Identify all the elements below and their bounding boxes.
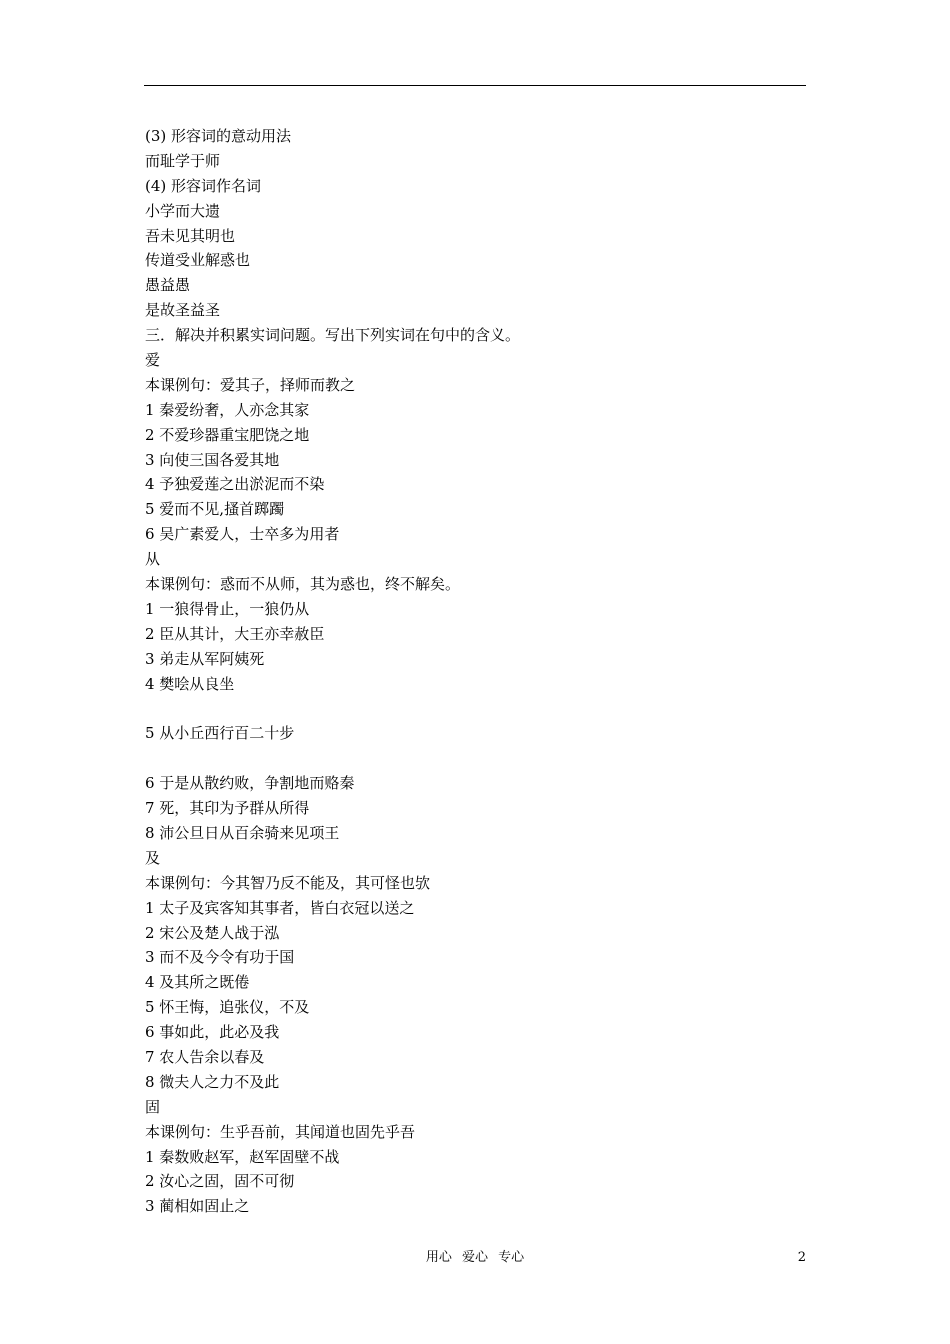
text-line: 4 予独爱莲之出淤泥而不染 <box>145 475 325 494</box>
text-line: 本课例句：生乎吾前，其闻道也固先乎吾 <box>145 1122 416 1141</box>
text-line: 2 汝心之固，固不可彻 <box>145 1172 295 1191</box>
text-line: 爱 <box>145 351 161 370</box>
text-line: 三．解决并积累实词问题。写出下列实词在句中的含义。 <box>145 326 521 345</box>
text-line: 3 蔺相如固止之 <box>145 1197 250 1216</box>
text-line: 本课例句：惑而不从师，其为惑也，终不解矣。 <box>145 575 461 594</box>
text-line: (4) 形容词作名词 <box>145 176 262 195</box>
text-line: 传道受业解惑也 <box>145 251 251 270</box>
text-line: 5 从小丘西行百二十步 <box>145 724 295 743</box>
text-line: 3 而不及今令有功于国 <box>145 948 295 967</box>
text-line: 小学而大遗 <box>145 201 221 220</box>
text-line: (3) 形容词的意动用法 <box>145 127 292 145</box>
text-line: 6 于是从散约败，争割地而赂秦 <box>145 774 355 793</box>
header-rule <box>144 85 806 86</box>
text-line: 从 <box>145 550 161 569</box>
text-line: 吾未见其明也 <box>145 226 236 245</box>
text-line: 是故圣益圣 <box>145 301 221 320</box>
text-line: 7 死，其印为予群从所得 <box>145 799 310 818</box>
page-number: 2 <box>797 1250 806 1265</box>
text-line: 固 <box>145 1097 161 1116</box>
text-line: 2 宋公及楚人战于泓 <box>145 923 280 942</box>
blank-line <box>145 696 805 721</box>
text-line: 1 秦数败赵军，赵军固壁不战 <box>145 1147 340 1166</box>
blank-line <box>145 746 805 771</box>
text-line: 1 秦爱纷奢，人亦念其家 <box>145 400 310 419</box>
text-line: 8 微夫人之力不及此 <box>145 1072 280 1091</box>
text-line: 及 <box>145 848 161 867</box>
text-line: 8 沛公旦日从百余骑来见项王 <box>145 823 340 842</box>
text-line: 5 爱而不见,搔首踯躅 <box>145 500 285 519</box>
text-line: 而耻学于师 <box>145 151 221 170</box>
text-line: 2 不爱珍器重宝肥饶之地 <box>145 425 310 444</box>
text-line: 3 向使三国各爱其地 <box>145 450 280 469</box>
document-body <box>145 124 805 1219</box>
text-line: 1 一狼得骨止，一狼仍从 <box>145 599 310 618</box>
text-line: 5 怀王悔，追张仪，不及 <box>145 998 310 1017</box>
footer-motto: 用心 爱心 专心 <box>425 1250 525 1265</box>
text-line: 愚益愚 <box>145 276 191 295</box>
text-line: 1 太子及宾客知其事者，皆白衣冠以送之 <box>145 898 415 917</box>
text-line: 4 樊哙从良坐 <box>145 674 235 693</box>
text-line: 4 及其所之既倦 <box>145 973 250 992</box>
text-line: 3 弟走从军阿姨死 <box>145 649 265 668</box>
text-line: 6 事如此，此必及我 <box>145 1023 280 1042</box>
text-line: 2 臣从其计，大王亦幸赦臣 <box>145 624 325 643</box>
text-line: 本课例句：今其智乃反不能及，其可怪也欤 <box>145 873 431 892</box>
text-line: 7 农人告余以春及 <box>145 1047 265 1066</box>
text-line: 本课例句：爱其子，择师而教之 <box>145 375 356 394</box>
text-line: 6 吴广素爱人，士卒多为用者 <box>145 525 340 544</box>
